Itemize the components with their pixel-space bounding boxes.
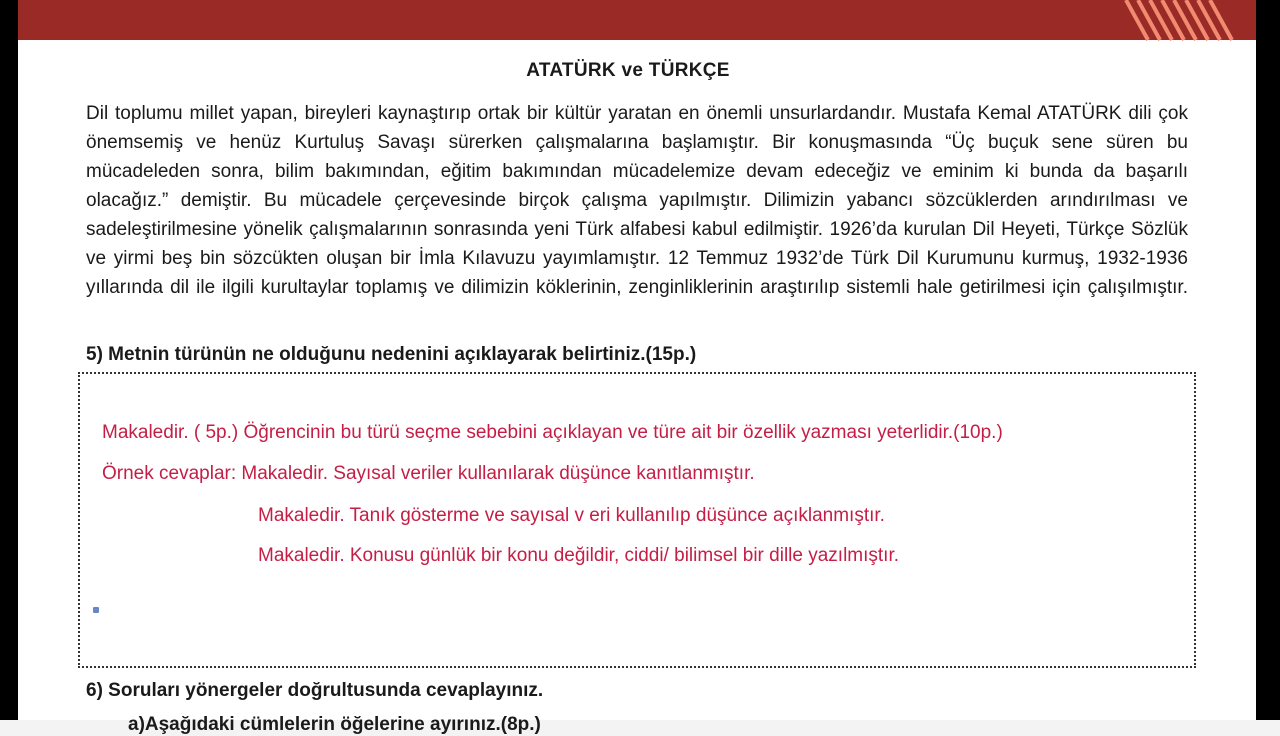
answer-line-4: Makaledir. Konusu günlük bir konu değildir, ciddi/ bilimsel bir dille yazılmıştır.: [258, 545, 900, 566]
answer-box: [78, 372, 1196, 668]
document-title: ATATÜRK ve TÜRKÇE: [526, 60, 730, 81]
header-band: [18, 0, 1256, 40]
answer-line-3: Makaledir. Tanık gösterme ve sayısal v eri kullanılıp düşünce açıklanmıştır.: [258, 505, 885, 526]
question-6: 6) Soruları yönergeler doğrultusunda cevaplayınız.: [86, 680, 544, 701]
answer-line-2: Örnek cevaplar: Makaledir. Sayısal veriler kullanılarak düşünce kanıtlanmıştır.: [102, 463, 755, 484]
question-5: 5) Metnin türünün ne olduğunu nedenini açıklayarak belirtiniz.(15p.): [86, 344, 697, 365]
question-6a-partial: [128, 710, 548, 735]
right-black-border: [1256, 0, 1280, 720]
left-black-border: [0, 0, 18, 720]
anchor-handle-icon[interactable]: [93, 607, 99, 613]
question-6a-text: a)Aşağıdaki cümlelerin öğelerine ayırınız.(8p.): [128, 714, 541, 735]
reading-paragraph: Dil toplumu millet yapan, bireyleri kaynaştırıp ortak bir kültür yaratan en önemli unsurlardandır. Mustafa Kemal ATATÜRK dili çok önemsemiş ve henüz Kurtuluş Savaşı sürerken çalışmalarına başlamıştır. Bir konuşmasında “Üç buçuk sene süren bu mücadeleden sonra, bilim bakımından, eğitim bakımından mücadelemize devam edeceğiz ve eminim ki bunda da başarılı olacağız.” demiştir. Bu mücadele çerçevesinde birçok çalışma yapılmıştır. Dilimizin yabancı sözcüklerden arındırılması ve sadeleştirilmesine yönelik çalışmalarının sonrasında yeni Türk alfabesi kabul edilmiştir. 1926’da kurulan Dil Heyeti, Türkçe Sözlük ve yirmi beş bin sözcükten oluşan bir İmla Kılavuzu yayımlamıştır. 12 Temmuz 1932’de Türk Dil Kurumunu kurmuş, 1932-1936 yıllarında dil ile ilgili kurultaylar toplamış ve dilimizin köklerinin, zenginliklerinin araştırılıp sistemli hale getirilmesi için çalışılmıştır.: [86, 103, 1188, 298]
answer-line-1: Makaledir. ( 5p.) Öğrencinin bu türü seçme sebebini açıklayan ve türe ait bir özellik yazması yeterlidir.(10p.): [102, 422, 1003, 443]
document-page: [18, 0, 1256, 735]
header-stripes-decoration: [1126, 0, 1256, 40]
